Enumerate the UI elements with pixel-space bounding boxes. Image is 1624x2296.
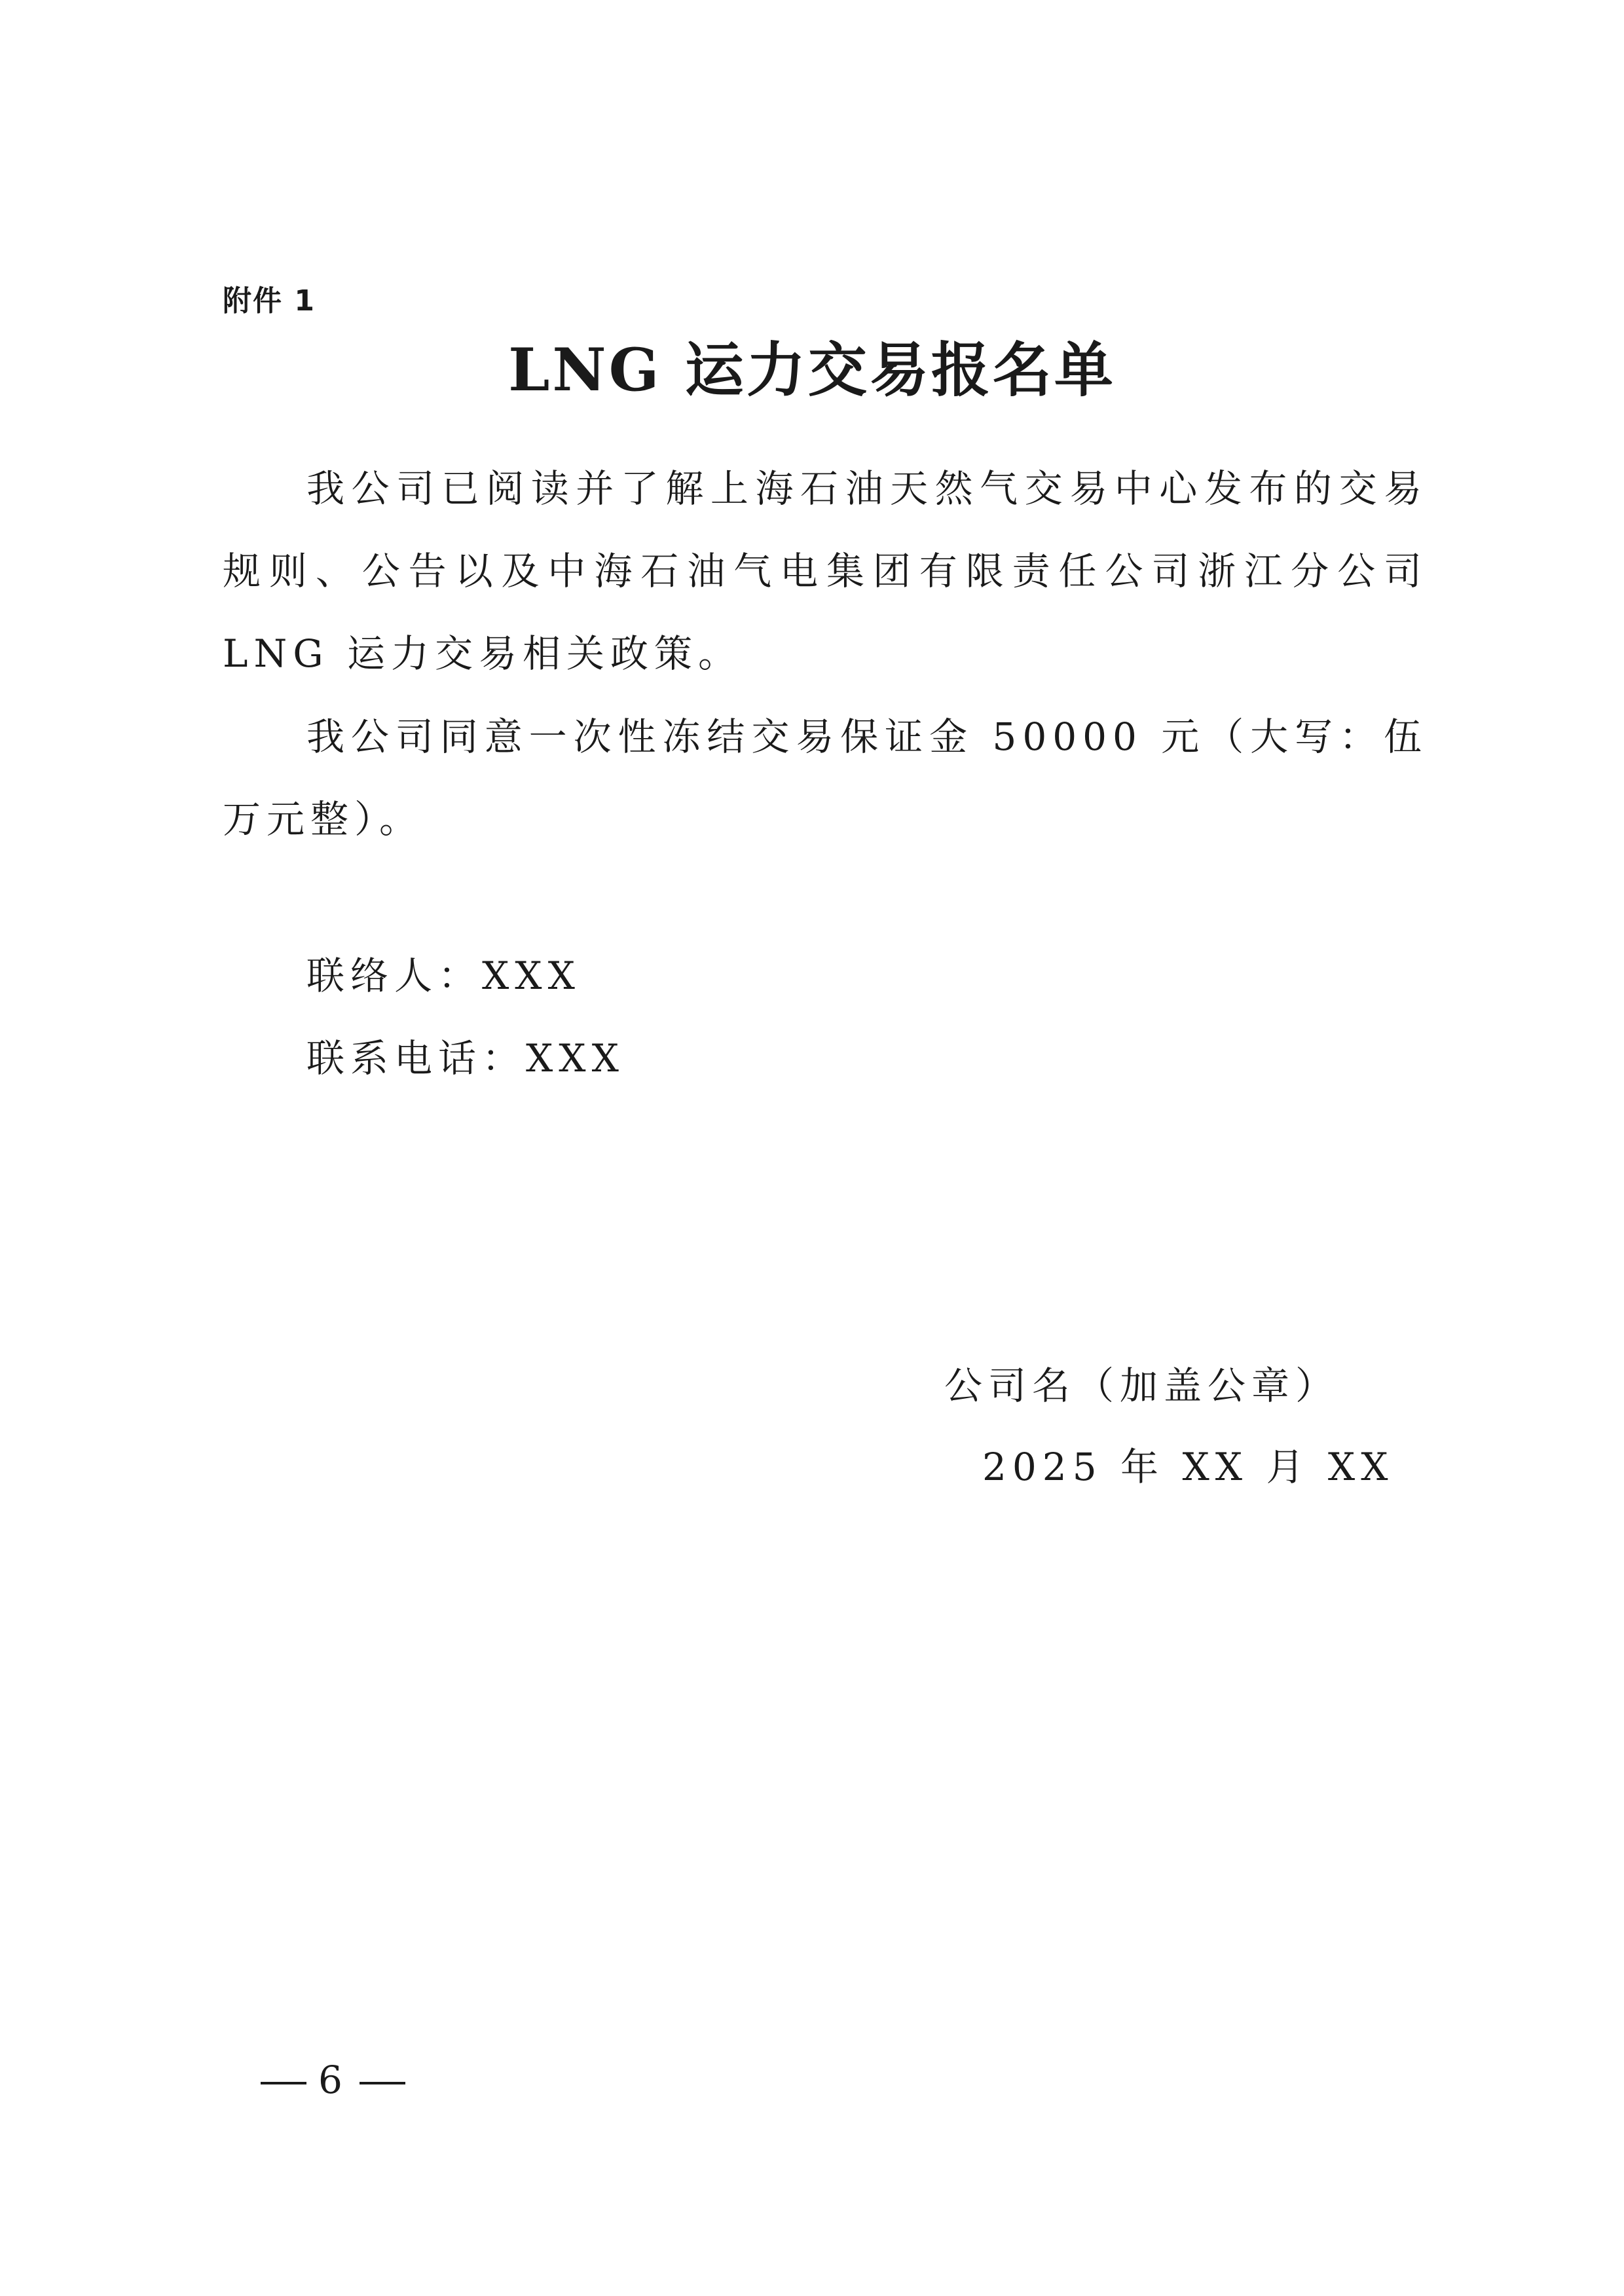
page-number: 6 (318, 2058, 348, 2102)
document-title: LNG 运力交易报名单 (508, 335, 1116, 405)
contact-phone: 联系电话：XXX (306, 1036, 625, 1081)
body-paragraph-1: 我公司已阅读并了解上海石油天然气交易中心发布的交易规则、公告以及中海石油气电集团有限责任公司浙江分公司 LNG 运力交易相关政策。 (223, 466, 1428, 676)
dash-left (261, 2082, 306, 2084)
body-paragraph-2: 我公司同意一次性冻结交易保证金 50000 元（大写：伍万元整）。 (223, 714, 1428, 842)
dash-right (360, 2082, 405, 2084)
company-name-seal: 公司名（加盖公章） (944, 1363, 1340, 1408)
contact-person: 联络人：XXX (306, 954, 581, 998)
page-footer (249, 2054, 417, 2106)
signature-date: 2025 年 XX 月 XX (982, 1445, 1394, 1489)
attachment-label: 附件 1 (223, 284, 316, 318)
